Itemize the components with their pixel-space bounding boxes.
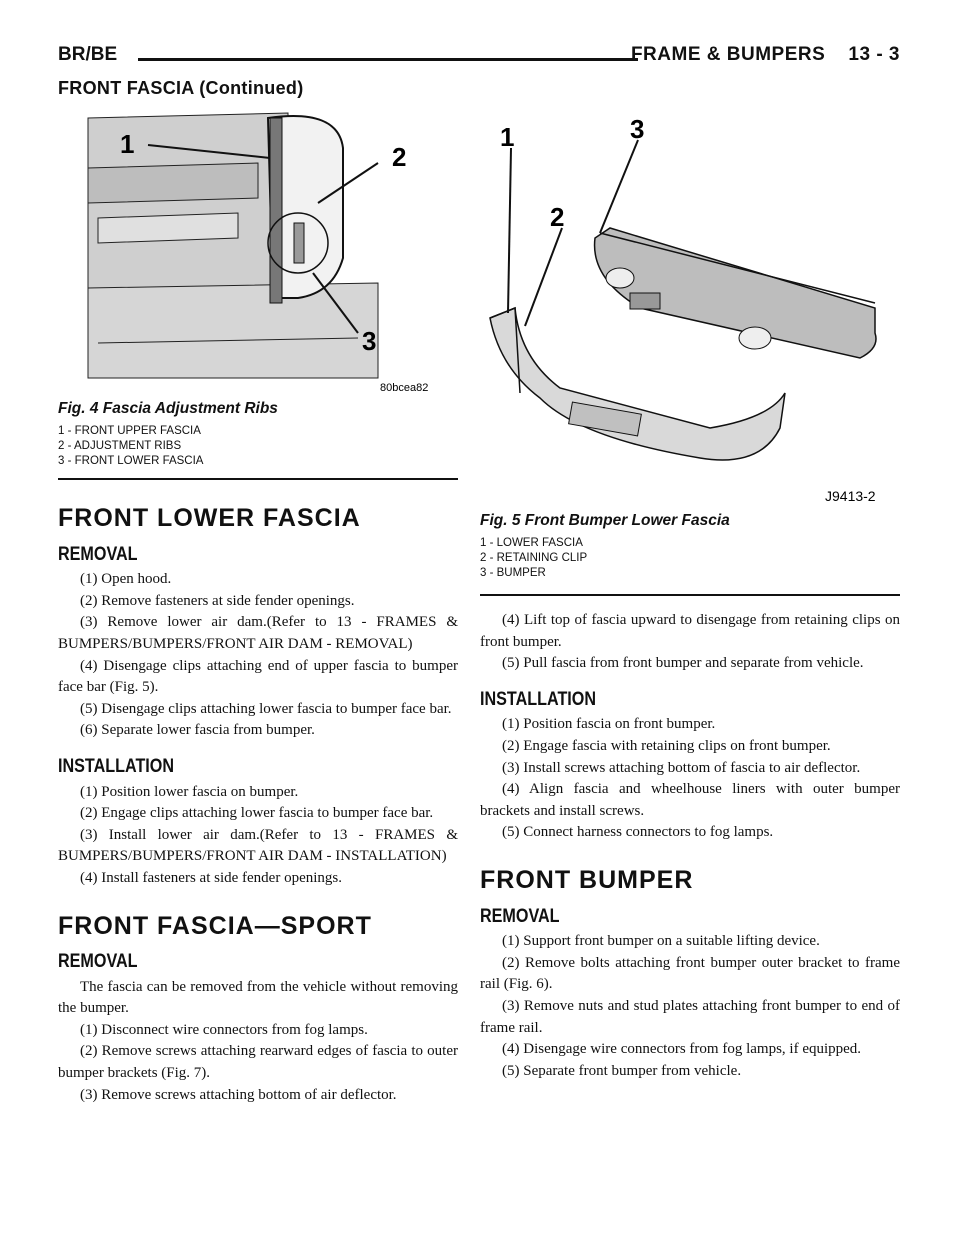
s1-removal-step-5: (5) Disengage clips attaching lower fascia to bumper face bar. [80,700,452,717]
s2-install-step-1: (1) Position fascia on front bumper. [502,716,716,733]
fig5-callout-3: 3 [630,114,645,144]
fig5-item-2: 2 - RETAINING CLIP [480,552,588,564]
s3-removal-step-3: (3) Remove nuts and stud plates attaching front bumper to end of frame rail. [480,997,900,1036]
fig5-title: Fig. 5 Front Bumper Lower Fascia [480,512,730,529]
s1-removal-step-2: (2) Remove fasteners at side fender openings. [80,592,355,609]
fig5-code: J9413-2 [825,488,876,504]
fig5-illustration [480,108,900,508]
s3-removal-heading: REMOVAL [480,905,560,927]
s2-removal-step-5: (5) Pull fascia from front bumper and separate from vehicle. [502,655,864,672]
fig4-callout-1: 1 [120,129,135,159]
s2-install-heading: INSTALLATION [480,688,597,710]
continued-heading: FRONT FASCIA (Continued) [58,78,304,98]
s3-removal-step-5: (5) Separate front bumper from vehicle. [502,1062,742,1079]
s2-removal-step-3: (3) Remove screws attaching bottom of air deflector. [80,1086,397,1103]
s1-install-step-1: (1) Position lower fascia on bumper. [80,783,299,800]
s1-removal-step-4: (4) Disengage clips attaching end of upper fascia to bumper face bar (Fig. 5). [58,657,458,696]
section-front-lower-fascia: FRONT LOWER FASCIA [58,504,361,532]
fig4-item-2: 2 - ADJUSTMENT RIBS [58,440,182,452]
fig4-illustration [58,108,458,396]
header-model: BR/BE [58,44,118,65]
fig4-callout-2: 2 [392,142,407,172]
section-front-fascia-sport: FRONT FASCIA—SPORT [58,911,372,940]
s1-removal-step-3: (3) Remove lower air dam.(Refer to 13 - FRAMES & BUMPERS/BUMPERS/FRONT AIR DAM - REMOVAL) [58,614,458,652]
header-section: FRAME & BUMPERS 13 - 3 [630,44,900,65]
fig5-item-1: 1 - LOWER FASCIA [480,537,583,549]
figure-5 [480,108,900,581]
figure-4 [58,108,458,469]
s1-removal-heading: REMOVAL [58,543,138,565]
s3-removal-step-4: (4) Disengage wire connectors from fog lamps, if equipped. [502,1041,862,1058]
s2-install-step-2: (2) Engage fascia with retaining clips on front bumper. [502,737,831,754]
s2-install-step-3: (3) Install screws attaching bottom of fascia to air deflector. [502,759,861,776]
header-rule [138,58,638,61]
fig4-callout-3: 3 [362,326,377,356]
s2-removal-step-1: (1) Disconnect wire connectors from fog lamps. [80,1021,368,1038]
s1-install-heading: INSTALLATION [58,755,175,777]
s1-removal-step-1: (1) Open hood. [80,571,172,588]
fig4-item-3: 3 - FRONT LOWER FASCIA [58,455,204,467]
s1-install-step-3: (3) Install lower air dam.(Refer to 13 - FRAMES & BUMPERS/BUMPERS/FRONT AIR DAM - INSTALLATION) [58,826,458,865]
fig4-rule [58,478,458,480]
left-column [58,504,458,1106]
s3-removal-step-1: (1) Support front bumper on a suitable lifting device. [502,933,820,950]
fig4-code: 80bcea82 [380,382,429,394]
section-front-bumper: FRONT BUMPER [480,865,694,894]
page-header [58,44,900,74]
fig5-callout-1: 1 [500,122,515,152]
s2-removal-heading: REMOVAL [58,951,138,973]
s2-install-step-5: (5) Connect harness connectors to fog lamps. [502,824,774,841]
s2-removal-step-2: (2) Remove screws attaching rearward edges of fascia to outer bumper brackets (Fig. 7). [58,1043,458,1082]
s1-install-step-4: (4) Install fasteners at side fender openings. [80,869,342,886]
s2-removal-step-4: (4) Lift top of fascia upward to disengage from retaining clips on front bumper. [480,612,900,650]
fig4-item-1: 1 - FRONT UPPER FASCIA [58,425,201,437]
fig4-title: Fig. 4 Fascia Adjustment Ribs [58,400,278,417]
s3-removal-step-2: (2) Remove bolts attaching front bumper outer bracket to frame rail (Fig. 6). [480,954,900,993]
fig5-callout-2: 2 [550,202,565,232]
s1-removal-step-6: (6) Separate lower fascia from bumper. [80,722,315,739]
s2-install-step-4: (4) Align fascia and wheelhouse liners with outer bumper brackets and install screws. [480,781,900,819]
fig5-rule [480,594,900,596]
right-column [480,610,900,1082]
s1-install-step-2: (2) Engage clips attaching lower fascia to bumper face bar. [80,805,434,822]
fig5-item-3: 3 - BUMPER [480,567,546,579]
s2-removal-intro: The fascia can be removed from the vehicle without removing the bumper. [58,978,458,1017]
